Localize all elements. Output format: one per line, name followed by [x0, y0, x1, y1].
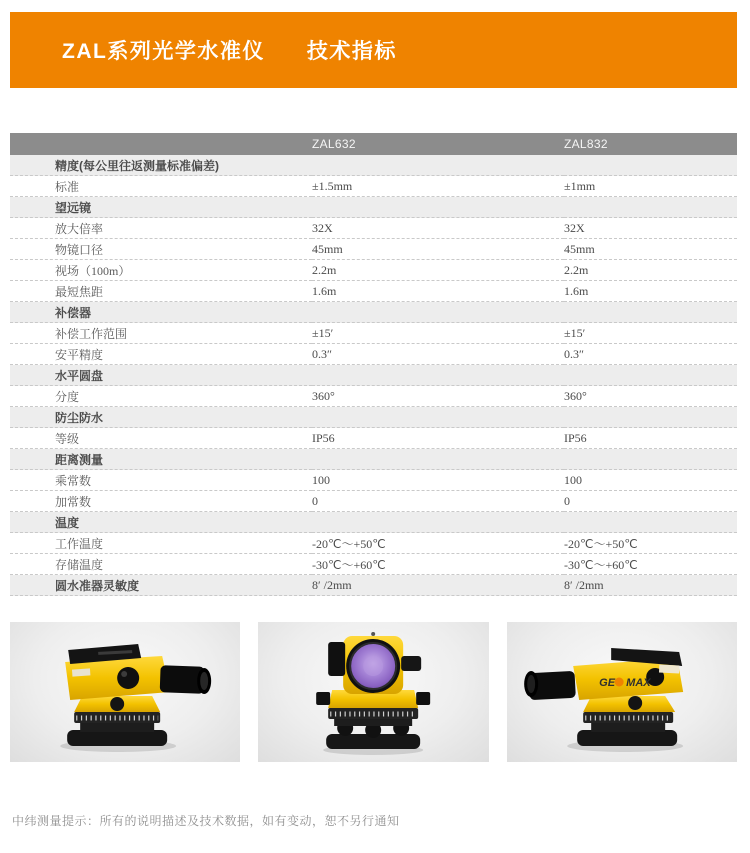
spec-value-zal632: 8′ /2mm	[312, 575, 564, 596]
level-side-view-left	[507, 622, 737, 762]
spec-data-row	[10, 323, 737, 344]
geomax-logo-left: GE	[598, 677, 615, 689]
spec-data-row	[10, 239, 737, 260]
spec-value-zal832: 2.2m	[564, 260, 737, 281]
spec-value-zal832: -20℃～+50℃	[564, 533, 737, 554]
spec-value-zal832: 32X	[564, 218, 737, 239]
spec-data-row	[10, 533, 737, 554]
spec-row-label: 标准	[10, 176, 312, 197]
page-title: ZAL系列光学水准仪	[62, 40, 265, 63]
spec-category-row	[10, 302, 737, 323]
spec-data-row	[10, 218, 737, 239]
spec-table-header-row	[10, 133, 737, 155]
footer-disclaimer: 中纬测量提示：所有的说明描述及技术数据，如有变动，恕不另行通知	[12, 814, 400, 828]
spec-row-label: 最短焦距	[10, 281, 312, 302]
spec-value-zal632: 0	[312, 491, 564, 512]
spec-value-zal832: 0	[564, 491, 737, 512]
level-front-view	[258, 622, 488, 762]
spec-value-zal632: 100	[312, 470, 564, 491]
spec-value-zal632: 2.2m	[312, 260, 564, 281]
spec-row-label: 补偿工作范围	[10, 323, 312, 344]
level-side-view-right	[10, 622, 240, 762]
spec-category-label: 温度	[10, 512, 737, 533]
spec-category-row	[10, 155, 737, 176]
spec-data-row	[10, 176, 737, 197]
spec-value-zal832: 100	[564, 470, 737, 491]
spec-category-label: 水平圆盘	[10, 365, 737, 386]
spec-category-label: 防尘防水	[10, 407, 737, 428]
page-subtitle: 技术指标	[306, 40, 397, 63]
spec-value-zal632: 1.6m	[312, 281, 564, 302]
spec-row-label: 等级	[10, 428, 312, 449]
product-photo-panel-1	[10, 622, 240, 762]
spec-category-label: 补偿器	[10, 302, 737, 323]
spec-value-zal832: ±15′	[564, 323, 737, 344]
product-photo-panel-3	[507, 622, 737, 762]
spec-row-label: 存储温度	[10, 554, 312, 575]
spec-value-zal832: -30℃～+60℃	[564, 554, 737, 575]
spec-value-zal632: 360°	[312, 386, 564, 407]
spec-value-zal632: 32X	[312, 218, 564, 239]
product-gallery	[10, 622, 737, 762]
spec-row-label: 安平精度	[10, 344, 312, 365]
product-photo-panel-2	[258, 622, 488, 762]
spec-value-zal632: 0.3″	[312, 344, 564, 365]
spec-data-row	[10, 491, 737, 512]
spec-value-zal632: -20℃～+50℃	[312, 533, 564, 554]
spec-row-label: 圆水准器灵敏度	[10, 575, 312, 596]
geomax-logo-right: MAX	[625, 677, 651, 689]
spec-table	[10, 133, 737, 596]
spec-category-label: 望远镜	[10, 197, 737, 218]
spec-data-row	[10, 575, 737, 596]
spec-data-row	[10, 554, 737, 575]
spec-value-zal632: ±1.5mm	[312, 176, 564, 197]
spec-value-zal632: 45mm	[312, 239, 564, 260]
spec-data-row	[10, 470, 737, 491]
spec-value-zal832: ±1mm	[564, 176, 737, 197]
spec-value-zal832: 0.3″	[564, 344, 737, 365]
spec-table-body	[10, 155, 737, 596]
spec-row-label: 加常数	[10, 491, 312, 512]
column-header-blank	[10, 133, 312, 155]
spec-value-zal832: 1.6m	[564, 281, 737, 302]
column-header-zal632: ZAL632	[312, 133, 564, 155]
spec-category-row	[10, 407, 737, 428]
spec-value-zal832: 360°	[564, 386, 737, 407]
spec-value-zal832: 45mm	[564, 239, 737, 260]
spec-data-row	[10, 260, 737, 281]
spec-category-label: 精度(每公里往返测量标准偏差)	[10, 155, 737, 176]
spec-category-row	[10, 197, 737, 218]
spec-row-label: 视场（100m）	[10, 260, 312, 281]
spec-row-label: 放大倍率	[10, 218, 312, 239]
spec-value-zal632: IP56	[312, 428, 564, 449]
spec-row-label: 物镜口径	[10, 239, 312, 260]
spec-data-row	[10, 281, 737, 302]
spec-data-row	[10, 344, 737, 365]
spec-row-label: 工作温度	[10, 533, 312, 554]
spec-data-row	[10, 428, 737, 449]
spec-category-row	[10, 449, 737, 470]
spec-value-zal632: -30℃～+60℃	[312, 554, 564, 575]
title-banner	[10, 12, 737, 88]
column-header-zal832: ZAL832	[564, 133, 737, 155]
spec-category-row	[10, 512, 737, 533]
geomax-logo-dot-icon	[614, 678, 623, 687]
spec-value-zal832: 8′ /2mm	[564, 575, 737, 596]
spec-category-row	[10, 365, 737, 386]
spec-row-label: 分度	[10, 386, 312, 407]
spec-value-zal632: ±15′	[312, 323, 564, 344]
spec-data-row	[10, 386, 737, 407]
spec-row-label: 乘常数	[10, 470, 312, 491]
spec-value-zal832: IP56	[564, 428, 737, 449]
spec-category-label: 距离测量	[10, 449, 737, 470]
